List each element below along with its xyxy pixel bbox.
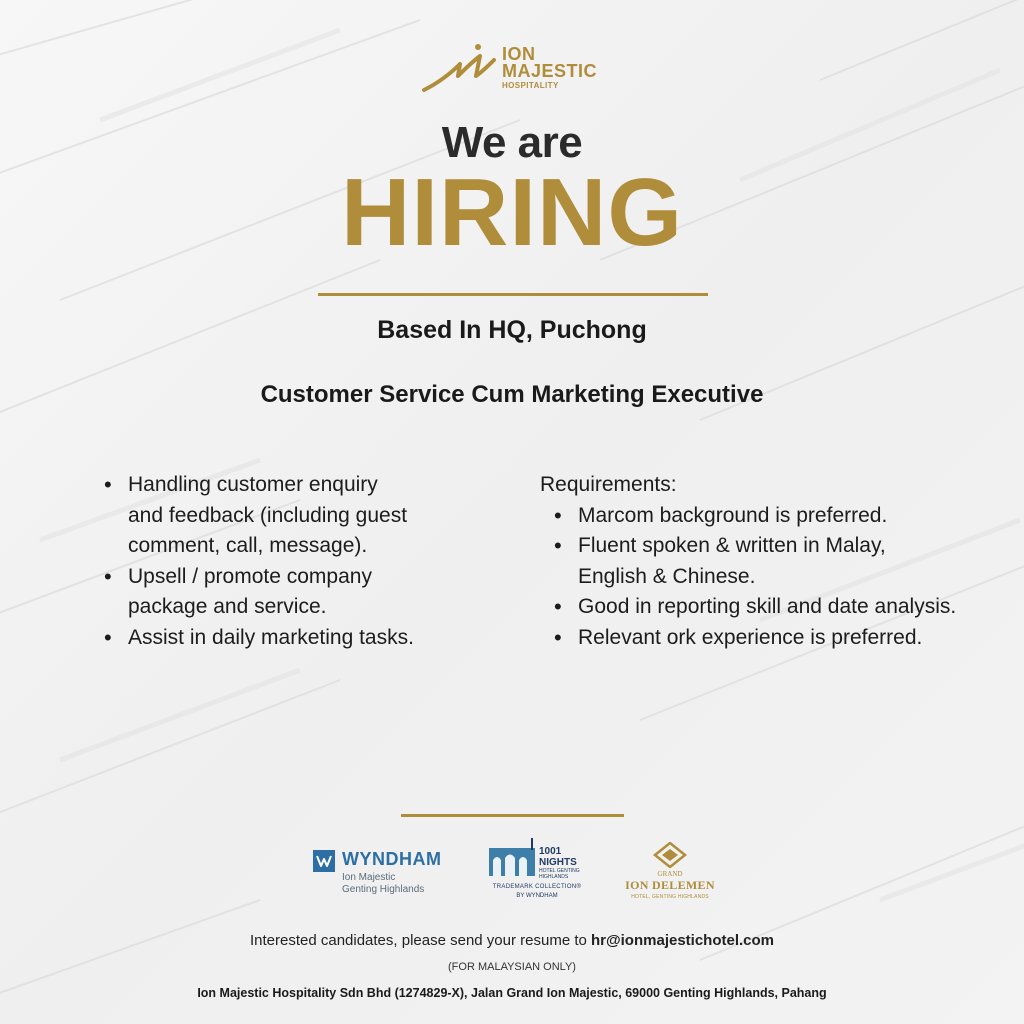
brand-name-line3: HOSPITALITY	[502, 81, 559, 90]
nights-by: BY WYNDHAM	[516, 893, 558, 899]
duties-list	[104, 470, 414, 653]
nights-hotel: HOTEL GENTING HIGHLANDS	[539, 868, 580, 880]
requirement-item: • Fluent spoken & written in Malay, English & Chinese.	[554, 531, 960, 592]
wyndham-subline-2: Genting Highlands	[342, 884, 425, 895]
requirements-heading: Requirements:	[540, 473, 677, 496]
nights-collection: TRADEMARK COLLECTION®	[492, 884, 582, 890]
eligibility-notice: (FOR MALAYSIAN ONLY)	[448, 961, 576, 973]
diamond-emblem-icon	[653, 842, 687, 868]
job-location: Based In HQ, Puchong	[377, 316, 647, 344]
contact-text: Interested candidates, please send your resume to	[249, 932, 592, 949]
brand-name-line2: MAJESTIC	[502, 61, 598, 81]
grand-ion-delemen-logo	[622, 842, 718, 904]
nights-number: 1001	[539, 846, 562, 857]
ion-majestic-logo	[422, 42, 612, 94]
grand-name: ION DELEMEN	[625, 878, 715, 892]
duty-item: • Handling customer enquiry and feedback (including guest comment, call, message).	[104, 470, 414, 562]
arches-icon	[489, 836, 537, 880]
grand-small-text: GRAND	[657, 870, 683, 878]
company-address: Ion Majestic Hospitality Sdn Bhd (1274829-X), Jalan Grand Ion Majestic, 69000 Genting Highlands, Pahang	[197, 986, 827, 1000]
headline-hiring: HIRING	[341, 159, 683, 266]
nights-word: NIGHTS	[539, 857, 577, 868]
requirements-section	[540, 470, 960, 653]
requirement-item: • Relevant ork experience is preferred.	[554, 623, 960, 654]
duty-item: • Upsell / promote company package and service.	[104, 562, 414, 623]
contact-email-link[interactable]: hr@ionmajestichotel.com	[591, 932, 775, 949]
duty-item: • Assist in daily marketing tasks.	[104, 623, 414, 654]
headline-intro: We are	[441, 118, 583, 167]
wyndham-wordmark: WYNDHAM	[342, 849, 442, 869]
brand-name-line1: ION	[502, 44, 536, 64]
divider-line-bottom	[401, 814, 624, 817]
requirement-item: • Marcom background is preferred.	[554, 501, 960, 532]
wyndham-logo	[313, 848, 463, 898]
requirement-item: • Good in reporting skill and date analysis.	[554, 592, 960, 623]
wyndham-subline-1: Ion Majestic	[342, 872, 396, 883]
contact-line	[0, 932, 1024, 949]
divider-line	[318, 293, 708, 296]
grand-subline: HOTEL, GENTING HIGHLANDS	[631, 894, 709, 900]
im-monogram-icon	[422, 42, 502, 94]
wyndham-w-icon	[313, 850, 335, 872]
job-title: Customer Service Cum Marketing Executive	[260, 381, 764, 408]
1001-nights-logo	[487, 836, 587, 906]
